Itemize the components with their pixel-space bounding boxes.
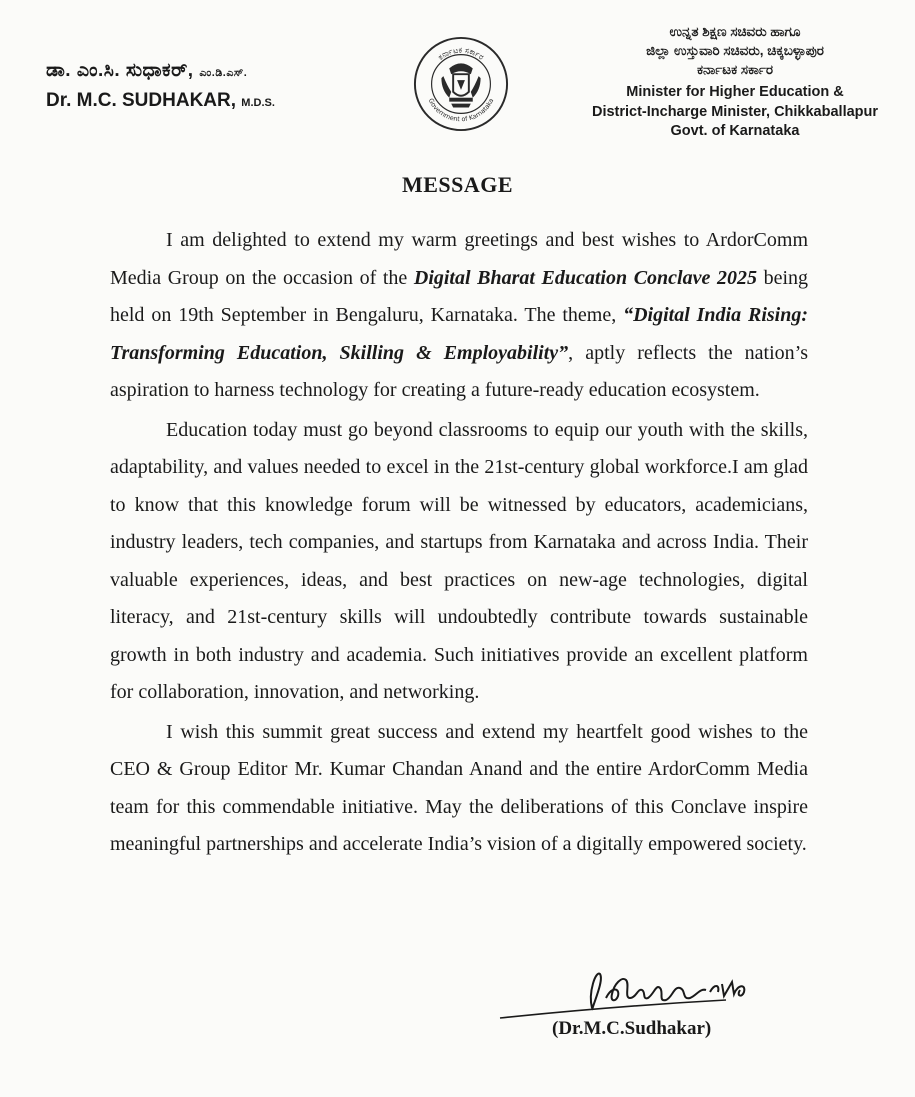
signatory-name: (Dr.M.C.Sudhakar) xyxy=(552,1018,712,1039)
handwritten-signature-icon xyxy=(496,962,796,1024)
paragraph-1-text-a: I am delighted to extend my warm greetings and best wishes to ArdorComm Media Group on the occasion of the xyxy=(110,229,808,289)
event-name: Digital Bharat Education Conclave 2025 xyxy=(413,266,757,289)
message-body xyxy=(110,222,808,864)
designation-english-line-3: Govt. of Karnataka xyxy=(670,123,800,139)
sender-name-english xyxy=(46,90,275,112)
paragraph-1-text-b: being held on 19th September in Bengaluru, Karnataka. The theme, xyxy=(110,266,808,326)
event-theme: “Digital India Rising: Transforming Education, Skilling & Employability” xyxy=(110,304,809,364)
sender-degree-kannada: ಎಂ.ಡಿ.ಎಸ್. xyxy=(199,67,248,79)
sender-degree-english: M.D.S. xyxy=(241,97,275,109)
svg-text:ಕರ್ನಾಟಕ ಸರ್ಕಾರ xyxy=(436,46,485,62)
message-paragraph-2: Education today must go beyond classrooms to equip our youth with the skills, adaptability, and values needed to excel in the 21st-century global workforce.I am glad to know that this knowledge forum will be witnessed by educators, academicians, industry leaders, tech companies, and startups from Karnataka and across India. Their valuable experiences, ideas, and best practices on new-age technologies, digital literacy, and 21st-century skills will undoubtedly contribute towards sustainable growth in both industry and academia. Such initiatives provide an excellent platform for collaboration, innovation, and networking. xyxy=(110,418,808,703)
message-paragraph-3: I wish this summit great success and extend my heartfelt good wishes to the CEO & Group Editor Mr. Kumar Chandan Anand and the entire ArdorComm Media team for this commendable initiative. May the deliberations of this Conclave inspire meaningful partnerships and accelerate India’s vision of a digitally empowered society. xyxy=(110,720,808,855)
emblem-seal-bottom-text: Government of Karnataka xyxy=(426,97,496,124)
karnataka-emblem-icon xyxy=(412,35,510,133)
designation-kannada-line-2: ಜಿಲ್ಲಾ ಉಸ್ತುವಾರಿ ಸಚಿವರು, ಚಿಕ್ಕಬಳ್ಳಾಪುರ xyxy=(646,43,824,58)
emblem-seal-top-text: ಕರ್ನಾಟಕ ಸರ್ಕಾರ xyxy=(436,45,486,62)
sender-name-block xyxy=(46,60,275,112)
designation-english-line-1: Minister for Higher Education & xyxy=(626,84,844,100)
sender-name-kannada-text: ಡಾ. ಎಂ.ಸಿ. ಸುಧಾಕರ್, xyxy=(46,60,194,81)
designation-kannada-line-1: ಉನ್ನತ ಶಿಕ್ಷಣ ಸಚಿವರು ಹಾಗೂ xyxy=(669,24,801,39)
sender-name-kannada xyxy=(46,60,275,82)
paragraph-1-text-c: , aptly reflects the nation’s aspiration to harness technology for creating a future-ready education ecosystem. xyxy=(110,341,808,401)
sender-name-english-text: Dr. M.C. SUDHAKAR, xyxy=(46,90,237,111)
designation-block xyxy=(585,22,885,142)
message-title: MESSAGE xyxy=(401,172,514,197)
designation-kannada-line-3: ಕರ್ನಾಟಕ ಸರ್ಕಾರ xyxy=(696,62,774,77)
message-paragraph-1 xyxy=(110,222,808,410)
designation-english-line-2: District-Incharge Minister, Chikkaballapur xyxy=(591,103,879,120)
